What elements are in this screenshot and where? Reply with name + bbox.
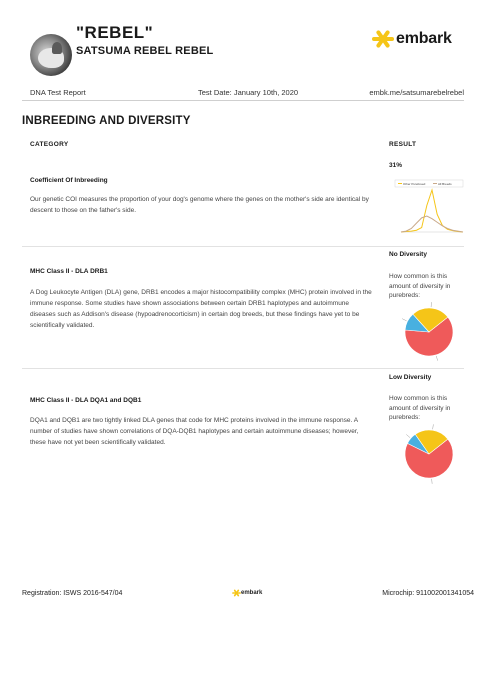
drb1-description: A Dog Leukocyte Antigen (DLA) gene, DRB1 encodes a major histocompatibility complex (MHC) protein involved in the immune response. Some studies have shown associations between certain DRB1 haplotypes and autoimmune diseases such as Addison's disease (hypoadrenocorticism) in certain dog breeds, but these findings have yet to be scientifically validated.	[30, 289, 372, 329]
row-divider	[22, 368, 464, 369]
drb1-question: How common is this amount of diversity in purebreds:	[389, 273, 451, 299]
dqa-description: DQA1 and DQB1 are two tightly linked DLA genes that code for MHC proteins involved in the immune response. A number of studies have shown correlations of DQA-DQB1 haplotypes and certain autoimmune diseases; however, these have not yet been scientifically validated.	[30, 417, 359, 446]
dog-full-name: SATSUMA REBEL REBEL	[76, 45, 214, 57]
footer-embark-logo	[232, 589, 262, 597]
legend-other-purebreed: Other Purebreed	[403, 182, 426, 186]
row-divider	[22, 246, 464, 247]
dqa-pie-leader-0	[432, 479, 433, 484]
dqa-result: Low Diversity	[389, 374, 432, 381]
coi-result: 31%	[389, 162, 403, 169]
dqa-title: MHC Class II - DLA DQA1 and DQB1	[30, 397, 142, 404]
drb1-result: No Diversity	[389, 251, 427, 258]
dqa-pie-leader-1	[406, 434, 410, 437]
dog-nickname: "REBEL"	[76, 23, 154, 42]
embark-logo-text: embark	[396, 30, 452, 47]
dqa-pie-chart	[393, 424, 465, 484]
coi-title: Coefficient Of Inbreeding	[30, 177, 108, 184]
drb1-pie-leader-1	[402, 319, 406, 321]
coi-distribution-chart	[393, 178, 465, 240]
footer-logo-text: embark	[241, 590, 263, 596]
meta-row	[30, 88, 464, 100]
embark-star-icon	[232, 589, 241, 597]
report-header	[0, 0, 494, 84]
legend-all-breeds: All Breeds	[438, 182, 452, 186]
result-column-header: RESULT	[389, 141, 417, 148]
drb1-title: MHC Class II - DLA DRB1	[30, 268, 108, 275]
drb1-pie-chart	[393, 302, 465, 362]
report-footer	[22, 590, 474, 602]
embark-logo[interactable]	[372, 28, 452, 50]
test-date: Test Date: January 10th, 2020	[198, 88, 299, 97]
dqa-question: How common is this amount of diversity in purebreds:	[389, 395, 451, 421]
microchip-number: Microchip: 911002001341054	[382, 590, 474, 597]
category-column-header: CATEGORY	[30, 141, 69, 148]
dqa-pie-leader-2	[433, 424, 434, 429]
registration-number: Registration: ISWS 2016-547/04	[22, 590, 123, 597]
section-title: INBREEDING AND DIVERSITY	[22, 115, 191, 127]
header-divider	[22, 100, 464, 101]
embark-star-icon	[372, 29, 394, 49]
coi-description: Our genetic COI measures the proportion of your dog's genome where the genes on the mother's side are identical by descent to those on the father's side.	[30, 196, 369, 214]
dog-avatar	[30, 34, 72, 76]
report-type: DNA Test Report	[30, 88, 86, 97]
drb1-pie-leader-0	[436, 356, 437, 361]
profile-url[interactable]: embk.me/satsumarebelrebel	[369, 88, 464, 97]
